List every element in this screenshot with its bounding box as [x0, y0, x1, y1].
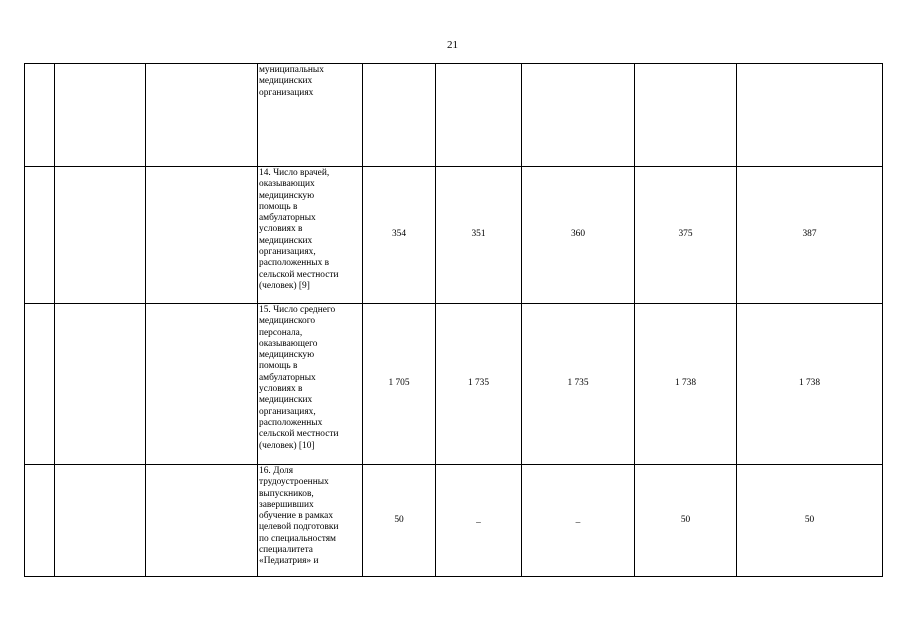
- value-cell: [737, 64, 883, 167]
- value-cell: 354: [363, 167, 436, 304]
- value-cell: [436, 64, 522, 167]
- empty-cell: [146, 304, 258, 465]
- value-cell: [635, 64, 737, 167]
- empty-cell: [146, 64, 258, 167]
- row-number-cell: [25, 304, 55, 465]
- value-cell: 50: [363, 465, 436, 577]
- value-cell: 1 735: [436, 304, 522, 465]
- value-cell: 375: [635, 167, 737, 304]
- value-cell: 1 735: [522, 304, 635, 465]
- row-number-cell: [25, 64, 55, 167]
- indicator-description: 14. Число врачей, оказывающих медицинскую помощь в амбулаторных условиях в медицинских организациях, расположенных в сельской местности (человек) [9]: [258, 167, 363, 304]
- row-number-cell: [25, 167, 55, 304]
- empty-cell: [55, 64, 146, 167]
- row-number-cell: [25, 465, 55, 577]
- indicator-description: 16. Доля трудоустроенных выпускников, завершивших обучение в рамках целевой подготовки по специальностям специалитета «Педиатрия» и: [258, 465, 363, 577]
- value-cell: 50: [635, 465, 737, 577]
- empty-cell: [55, 167, 146, 304]
- indicators-table: [24, 63, 883, 577]
- table-row: [25, 167, 883, 304]
- table-row: [25, 304, 883, 465]
- empty-cell: [146, 465, 258, 577]
- page-number: 21: [447, 39, 458, 51]
- empty-cell: [55, 465, 146, 577]
- indicator-description: 15. Число среднего медицинского персонала, оказывающего медицинскую помощь в амбулаторных условиях в медицинских организациях, расположенных сельской местности (человек) [10]: [258, 304, 363, 465]
- value-cell: [522, 64, 635, 167]
- value-cell: 387: [737, 167, 883, 304]
- table-row: [25, 465, 883, 577]
- value-cell: _: [436, 465, 522, 577]
- value-cell: 360: [522, 167, 635, 304]
- value-cell: 1 738: [635, 304, 737, 465]
- value-cell: [363, 64, 436, 167]
- empty-cell: [146, 167, 258, 304]
- empty-cell: [55, 304, 146, 465]
- value-cell: 1 705: [363, 304, 436, 465]
- value-cell: 1 738: [737, 304, 883, 465]
- value-cell: _: [522, 465, 635, 577]
- indicator-description: муниципальных медицинских организациях: [258, 64, 363, 167]
- table-row: [25, 64, 883, 167]
- value-cell: 351: [436, 167, 522, 304]
- value-cell: 50: [737, 465, 883, 577]
